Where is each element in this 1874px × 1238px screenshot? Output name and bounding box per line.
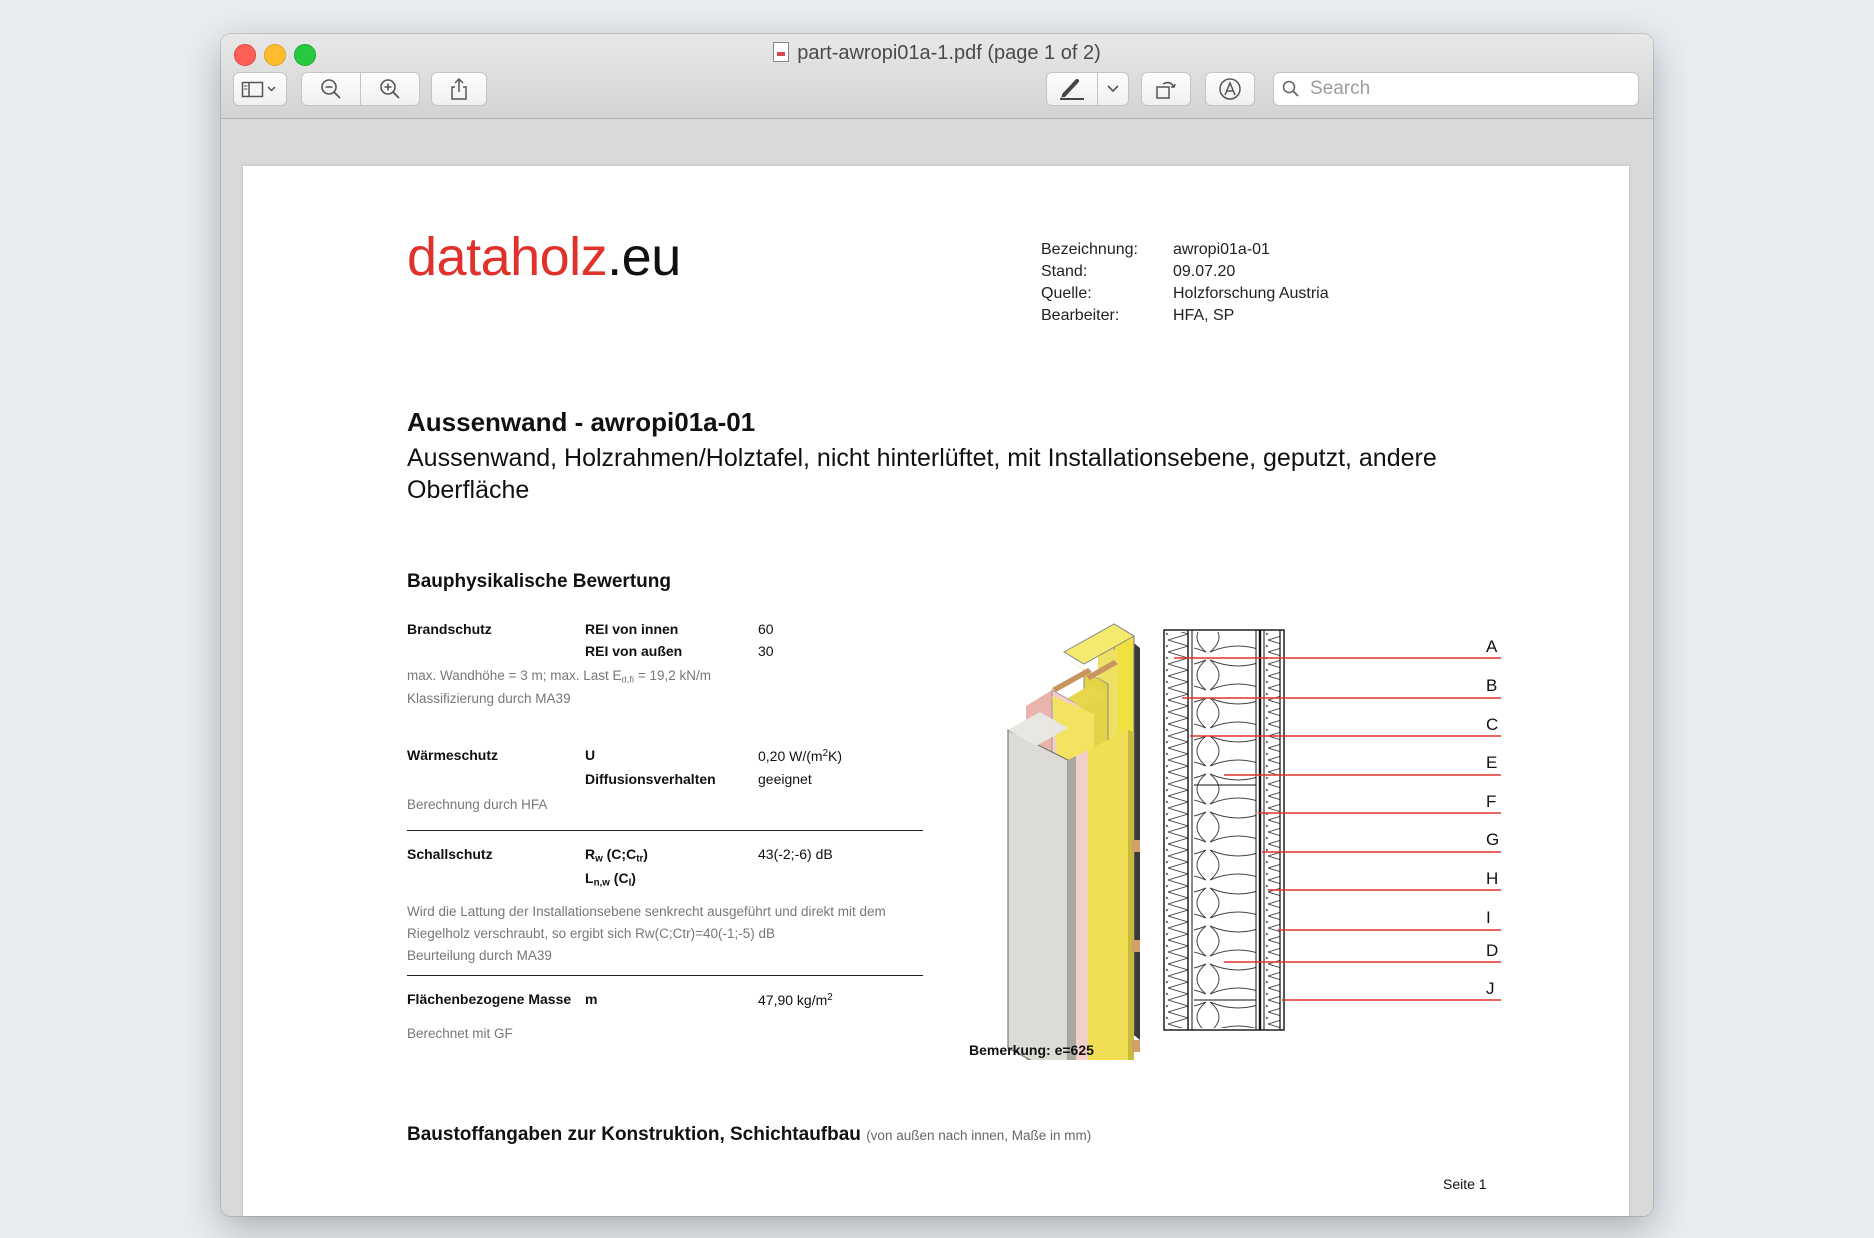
ln-label: $L_{n,w}$ $(C_I)$ — [585, 870, 636, 889]
rei-innen-value: 60 — [758, 621, 774, 637]
chevron-down-icon — [1106, 84, 1120, 94]
waermeschutz-note: Berechnung durch HFA — [407, 797, 548, 812]
rei-aussen-value: 30 — [758, 643, 774, 659]
page-number: Seite 1 — [1443, 1176, 1487, 1192]
schallschutz-note-1: Wird die Lattung der Installationsebene senkrecht ausgeführt und direkt mit dem — [407, 904, 886, 919]
sidebar-toggle-button[interactable] — [233, 72, 287, 106]
layer-label: J — [1486, 979, 1495, 998]
rei-innen-label: REI von innen — [585, 621, 679, 637]
diffusion-value: geeignet — [758, 771, 812, 787]
layer-label: I — [1486, 908, 1491, 927]
markup-menu-button[interactable] — [1097, 72, 1129, 106]
annotate-button[interactable] — [1205, 72, 1255, 106]
zoom-out-icon — [320, 78, 342, 100]
window-title-text: part-awropi01a-1.pdf (page 1 of 2) — [797, 42, 1101, 64]
layer-labels — [1486, 637, 1499, 998]
meta-row: Stand: 09.07.20 — [1041, 263, 1236, 280]
u-label: U — [585, 747, 596, 763]
zoom-in-button[interactable] — [360, 72, 420, 106]
brandschutz-label: Brandschutz — [407, 621, 492, 637]
schallschutz-label: Schallschutz — [407, 846, 493, 862]
layer-label: H — [1486, 869, 1499, 888]
pdf-page — [243, 166, 1629, 1216]
rw-label: $R_w$ $(C;C_{tr})$ — [585, 846, 648, 865]
wall-section-drawing — [968, 580, 1528, 1060]
wall-3d-view — [1008, 624, 1140, 1060]
sidebar-icon — [241, 80, 279, 98]
masse-note: Berechnet mit GF — [407, 1026, 513, 1041]
dataholz-logo: dataholz.eu — [407, 227, 681, 287]
layer-label: G — [1486, 830, 1500, 849]
rei-aussen-label: REI von außen — [585, 643, 683, 659]
layer-label: E — [1486, 753, 1498, 772]
section-bauphysik-heading: Bauphysikalische Bewertung — [407, 571, 671, 592]
rotate-icon — [1154, 78, 1178, 100]
waermeschutz-label: Wärmeschutz — [407, 747, 499, 763]
masse-label: Flächenbezogene Masse — [407, 991, 572, 1007]
section-baustoffe-heading: Baustoffangaben zur Konstruktion, Schichtaufbau (von außen nach innen, Maße in mm) — [407, 1124, 1092, 1145]
markup-toolbar-button[interactable] — [1046, 72, 1098, 106]
preview-window — [221, 34, 1653, 1216]
pen-icon — [1058, 78, 1086, 100]
layer-label: B — [1486, 676, 1498, 695]
layer-label: A — [1486, 637, 1498, 656]
meta-row: Bezeichnung: awropi01a-01 — [1041, 241, 1270, 258]
search-input[interactable] — [1308, 77, 1632, 101]
wall-cross-section — [1164, 630, 1284, 1030]
pdf-document-icon — [773, 42, 789, 62]
layer-label: C — [1486, 715, 1499, 734]
document-title: Aussenwand - awropi01a-01 — [407, 407, 756, 437]
zoom-in-icon — [379, 78, 401, 100]
document-subtitle: Aussenwand, Holzrahmen/Holztafel, nicht hinterlüftet, mit Installationsebene, geputzt, andere Oberfläche — [407, 444, 1437, 504]
layer-label: D — [1486, 941, 1499, 960]
markup-pen-circle-icon — [1218, 77, 1242, 101]
search-icon — [1282, 80, 1300, 98]
rw-value: 43(-2;-6) dB — [758, 846, 833, 862]
window-title — [221, 42, 1653, 65]
title-bar — [221, 34, 1653, 119]
zoom-out-button[interactable] — [301, 72, 361, 106]
document-meta — [1041, 239, 1329, 327]
meta-row: Quelle: Holzforschung Austria — [1041, 285, 1329, 302]
drawing-remark: Bemerkung: e=625 — [969, 1042, 1094, 1058]
meta-row: Bearbeiter: HFA, SP — [1041, 307, 1235, 324]
rotate-button[interactable] — [1141, 72, 1191, 106]
diffusion-label: Diffusionsverhalten — [585, 771, 716, 787]
search-field[interactable] — [1273, 72, 1639, 106]
u-value: 0,20 $W/(m^2K)$ — [758, 748, 843, 764]
brandschutz-note-load: max. Wandhöhe = 3 m; max. Last $E_{d,fi} = 19,2$ kN/m — [407, 668, 711, 686]
schallschutz-note-3: Beurteilung durch MA39 — [407, 948, 552, 963]
share-icon — [449, 77, 469, 101]
masse-value: 47,90 $kg/m^2$ — [758, 992, 833, 1008]
brandschutz-note-class: Klassifizierung durch MA39 — [407, 691, 571, 706]
document-viewport[interactable] — [221, 119, 1653, 1216]
divider — [407, 830, 923, 831]
share-button[interactable] — [431, 72, 487, 106]
schallschutz-note-2: Riegelholz verschraubt, so ergibt sich Rw(C;Ctr)=40(-1;-5) dB — [407, 926, 776, 941]
m-label: m — [585, 991, 598, 1007]
divider — [407, 975, 923, 976]
layer-label: F — [1486, 792, 1497, 811]
